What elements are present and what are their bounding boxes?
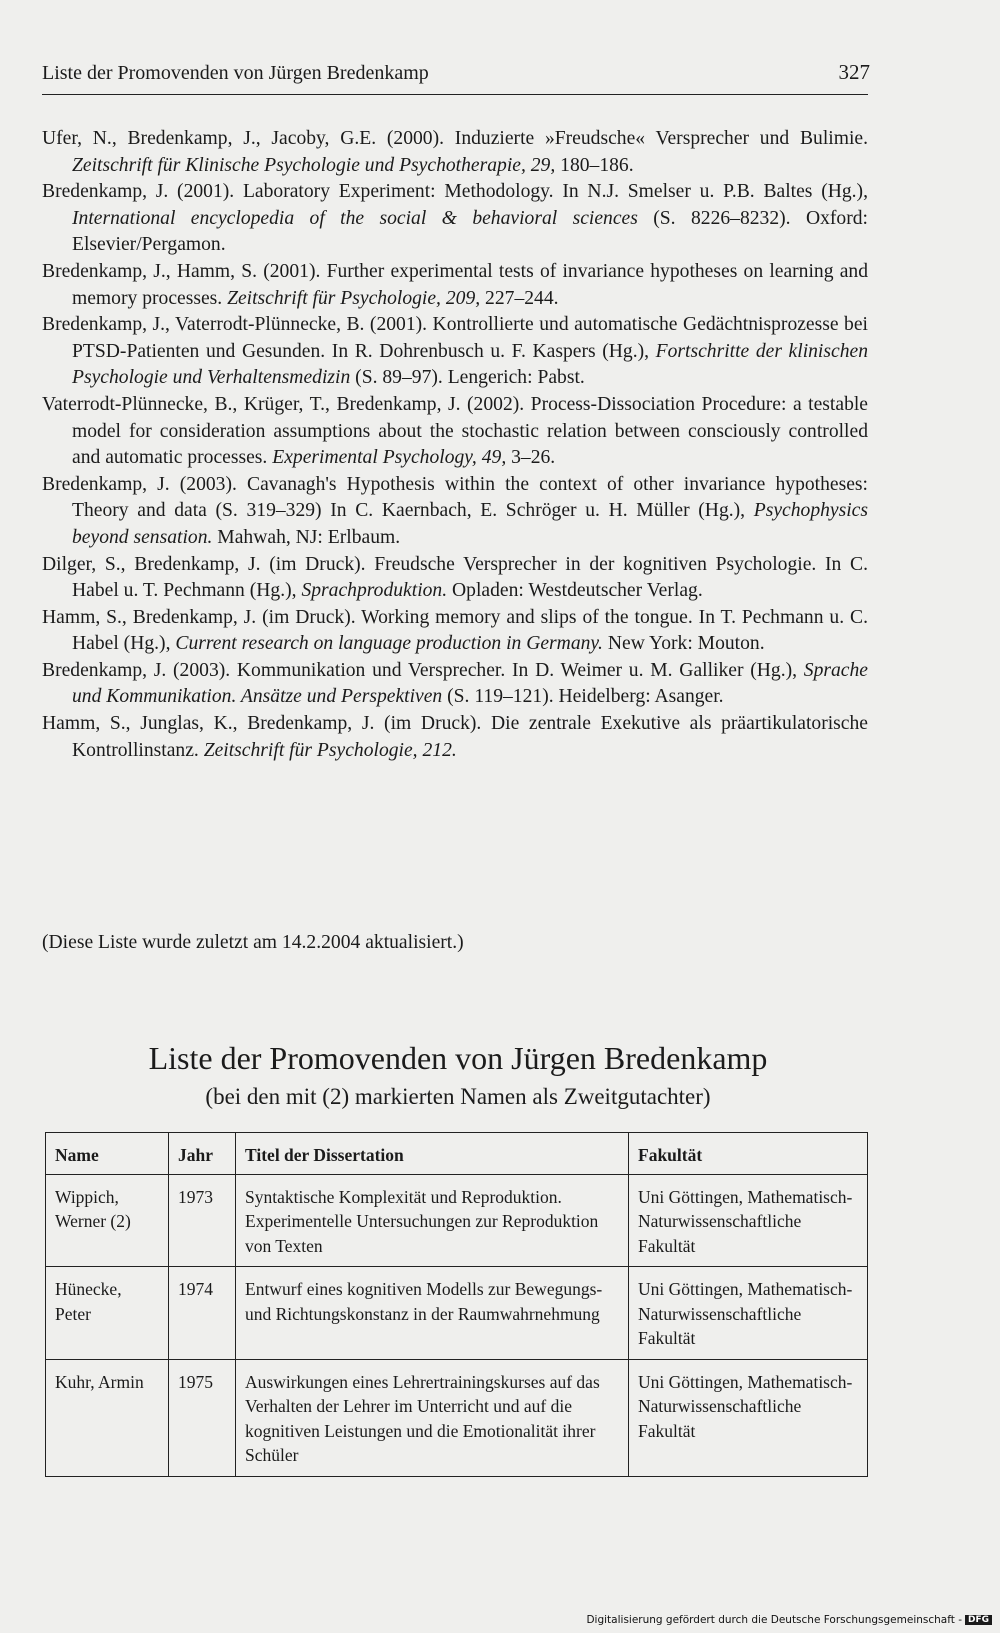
column-header-title: Titel der Dissertation — [236, 1133, 629, 1175]
cell-year: 1975 — [169, 1359, 236, 1476]
cell-title: Entwurf eines kognitiven Modells zur Bewegungs- und Richtungskonstanz in der Raumwahrnehmung — [236, 1267, 629, 1360]
running-header — [42, 60, 868, 95]
column-header-faculty: Fakultät — [629, 1133, 868, 1175]
cell-name: Kuhr, Armin — [46, 1359, 169, 1476]
reference-entry: Bredenkamp, J. (2001). Laboratory Experiment: Methodology. In N.J. Smelser u. P.B. Baltes (Hg.), International encyclopedia of the social & behavioral sciences (S. 8226–8232). Oxford: Elsevier/Pergamon. — [42, 181, 868, 256]
table-row — [46, 1267, 868, 1360]
cell-faculty: Uni Göttingen, Mathematisch-Naturwissenschaftliche Fakultät — [629, 1267, 868, 1360]
reference-entry: Bredenkamp, J. (2003). Kommunikation und Versprecher. In D. Weimer u. M. Galliker (Hg.), Sprache und Kommunikation. Ansätze und Perspektiven (S. 119–121). Heidelberg: Asanger. — [42, 659, 868, 708]
cell-faculty: Uni Göttingen, Mathematisch-Naturwissenschaftliche Fakultät — [629, 1174, 868, 1267]
section-title: Liste der Promovenden von Jürgen Bredenkamp — [148, 1040, 768, 1076]
reference-list — [42, 126, 868, 764]
cell-name: Wippich, Werner (2) — [46, 1174, 169, 1267]
column-header-name: Name — [46, 1133, 169, 1175]
running-header-title: Liste der Promovenden von Jürgen Bredenkamp — [42, 62, 429, 84]
reference-entry: Dilger, S., Bredenkamp, J. (im Druck). Freudsche Versprecher in der kognitiven Psychologie. In C. Habel u. T. Pechmann (Hg.), Sprachproduktion. Opladen: Westdeutscher Verlag. — [42, 553, 868, 602]
cell-title: Syntaktische Komplexität und Reproduktion. Experimentelle Untersuchungen zur Reproduktion von Texten — [236, 1174, 629, 1267]
table-header-row — [46, 1133, 868, 1175]
cell-year: 1973 — [169, 1174, 236, 1267]
dissertation-table — [45, 1132, 868, 1477]
footer-text: Digitalisierung gefördert durch die Deutsche Forschungsgemeinschaft - — [586, 1614, 962, 1626]
reference-entry: Vaterrodt-Plünnecke, B., Krüger, T., Bredenkamp, J. (2002). Process-Dissociation Procedure: a testable model for consideration assumptions about the stochastic relation between consciously controlled and automatic processes. Experimental Psychology, 49, 3–26. — [42, 393, 868, 469]
reference-entry: Ufer, N., Bredenkamp, J., Jacoby, G.E. (2000). Induzierte »Freudsche« Versprecher und Bulimie. Zeitschrift für Klinische Psychologie und Psychotherapie, 29, 180–186. — [42, 128, 868, 176]
table-row — [46, 1174, 868, 1267]
dfg-logo: DFG — [965, 1615, 992, 1625]
cell-name: Hünecke, Peter — [46, 1267, 169, 1360]
cell-year: 1974 — [169, 1267, 236, 1360]
reference-entry: Hamm, S., Bredenkamp, J. (im Druck). Working memory and slips of the tongue. In T. Pechmann u. C. Habel (Hg.), Current research on language production in Germany. New York: Mouton. — [42, 606, 868, 655]
cell-faculty: Uni Göttingen, Mathematisch-Naturwissenschaftliche Fakultät — [629, 1359, 868, 1476]
digitization-footer — [586, 1614, 992, 1626]
page-number: 327 — [838, 60, 870, 84]
reference-entry: Bredenkamp, J., Vaterrodt-Plünnecke, B. (2001). Kontrollierte und automatische Gedächtnisprozesse bei PTSD-Patienten und Gesunden. In R. Dohrenbusch u. F. Kaspers (Hg.), Fortschritte der klinischen Psychologie und Verhaltensmedizin (S. 89–97). Lengerich: Pabst. — [42, 314, 868, 389]
table-row — [46, 1359, 868, 1476]
reference-entry: Hamm, S., Junglas, K., Bredenkamp, J. (im Druck). Die zentrale Exekutive als präartikulatorische Kontrollinstanz. Zeitschrift für Psychologie, 212. — [42, 713, 868, 761]
column-header-year: Jahr — [169, 1133, 236, 1175]
reference-entry: Bredenkamp, J. (2003). Cavanagh's Hypothesis within the context of other invariance hypotheses: Theory and data (S. 319–329) In C. Kaernbach, E. Schröger u. H. Müller (Hg.), Psychophysics beyond sensation. Mahwah, NJ: Erlbaum. — [42, 473, 868, 548]
update-note: (Diese Liste wurde zuletzt am 14.2.2004 aktualisiert.) — [42, 932, 464, 953]
section-subtitle: (bei den mit (2) markierten Namen als Zweitgutachter) — [205, 1084, 711, 1109]
reference-entry: Bredenkamp, J., Hamm, S. (2001). Further experimental tests of invariance hypotheses on learning and memory processes. Zeitschrift für Psychologie, 209, 227–244. — [42, 260, 868, 309]
cell-title: Auswirkungen eines Lehrertrainingskurses auf das Verhalten der Lehrer im Unterricht und auf die kognitiven Leistungen und die Emotionalität ihrer Schüler — [236, 1359, 629, 1476]
